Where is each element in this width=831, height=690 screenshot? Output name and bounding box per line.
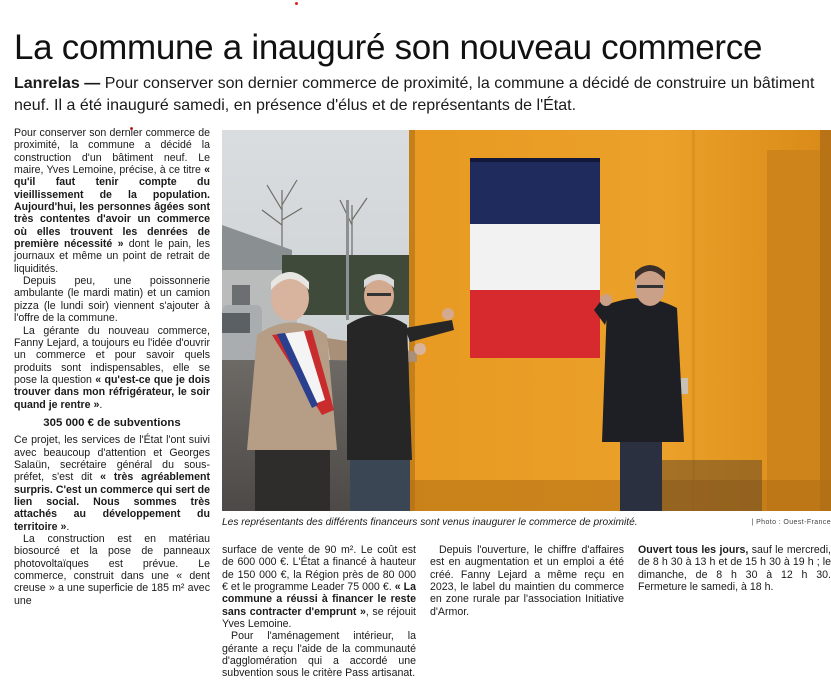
paragraph-text: Pour conserver son dernier commerce de proximité, la commune a décidé la construction d'un bâtiment neuf. Le maire, Yves Lemoine, précise, à ce titre xyxy=(14,127,210,177)
paragraph-text: . xyxy=(99,398,103,411)
article-photo xyxy=(222,130,831,511)
body-column-4 xyxy=(638,544,831,593)
article-lead xyxy=(14,73,824,117)
paragraph-2: Depuis peu, une poissonnerie ambulante (le mardi matin) et un camion pizza (le lundi soir) viennent s'ajouter à l'offre de la commune. xyxy=(14,275,210,325)
paragraph-text: dont le pain, les journaux et même un point de retrait de liquidités. xyxy=(14,238,210,275)
paragraph-7: Depuis l'ouverture, le chiffre d'affaires est en augmentation et un emploi a été créé. Fanny Lejard a même reçu en 2023, le label du maintien du commerce en zone rurale par l'association Initiative d'Armor. xyxy=(430,544,624,618)
body-column-2 xyxy=(222,544,416,680)
quote-mayor-financing: « La commune a réussi à financer le reste sans contracter d'emprunt » xyxy=(222,581,416,618)
paragraph-text: , se réjouit Yves Lemoine. xyxy=(222,605,416,631)
opening-hours-label: Ouvert tous les jours, xyxy=(638,544,749,556)
photo-credit: | Photo : Ouest-France xyxy=(751,519,831,526)
quote-manager: « qu'est-ce que je dois trouver dans mon réfrigérateur, le soir quand je rentre » xyxy=(14,373,210,411)
opening-hours-text: sauf le mercredi, de 8 h 30 à 13 h et de 15 h 30 à 19 h ; le dimanche, de 8 h 30 à 12 h 30. Fermeture le samedi, à 18 h. xyxy=(638,544,831,594)
decorative-red-dot xyxy=(295,2,298,5)
lead-place: Lanrelas — xyxy=(14,75,101,92)
quote-mayor: « qu'il faut tenir compte du vieillissement de la population. Aujourd'hui, les personnes âgées sont très contentes d'avoir un commerce où elles trouvent les denrées de première nécessité » xyxy=(14,164,210,251)
paragraph-1 xyxy=(14,127,210,275)
quote-secretary: « très agréablement surpris. C'est un commerce qui sert de lien social. Nous sommes très attachés au développement du territoire » xyxy=(14,471,210,533)
paragraph-text: La gérante du nouveau commerce, Fanny Lejard, a toujours eu l'idée d'ouvrir un commerce et pour savoir quels produits sont indispensables, elle se pose la question xyxy=(14,324,210,386)
photo-caption: Les représentants des différents financeurs sont venus inaugurer le commerce de proximité. xyxy=(222,517,638,528)
opening-hours xyxy=(638,544,831,593)
lead-text: Pour conserver son dernier commerce de proximité, la commune a décidé de construire un bâtiment neuf. Il a été inauguré samedi, en présence d'élus et de représentants de l'État. xyxy=(14,75,815,114)
paragraph-text: surface de vente de 90 m². Le coût est de 600 000 €. L'État a financé à hauteur de 150 000 €, la Région près de 80 000 € et le programme Leader 75 000 €. xyxy=(222,544,416,594)
article-headline: La commune a inauguré son nouveau commerce xyxy=(14,28,763,67)
body-column-3 xyxy=(430,544,624,618)
paragraph-5: La construction est en matériau biosourcé et la pose de panneaux photovoltaïques est prévue. Le commerce, construit dans une « dent creuse » a une superficie de 185 m² avec une xyxy=(14,533,210,607)
body-column-1 xyxy=(14,127,210,607)
paragraph-6: Pour l'aménagement intérieur, la gérante a reçu l'aide de la communauté d'agglomération qui a accordé une subvention sous le critère Pass artisanat. xyxy=(222,630,416,680)
paragraph-3 xyxy=(14,325,210,411)
paragraph-4 xyxy=(14,434,210,533)
paragraph-text: Ce projet, les services de l'État l'ont suivi avec beaucoup d'attention et Georges Salaün, secrétaire général du sous-préfet, s'est dit xyxy=(14,434,210,484)
section-subhead: 305 000 € de subventions xyxy=(43,416,181,429)
inauguration-photo xyxy=(222,130,831,511)
paragraph-5-continued xyxy=(222,544,416,630)
paragraph-text: . xyxy=(66,520,70,533)
